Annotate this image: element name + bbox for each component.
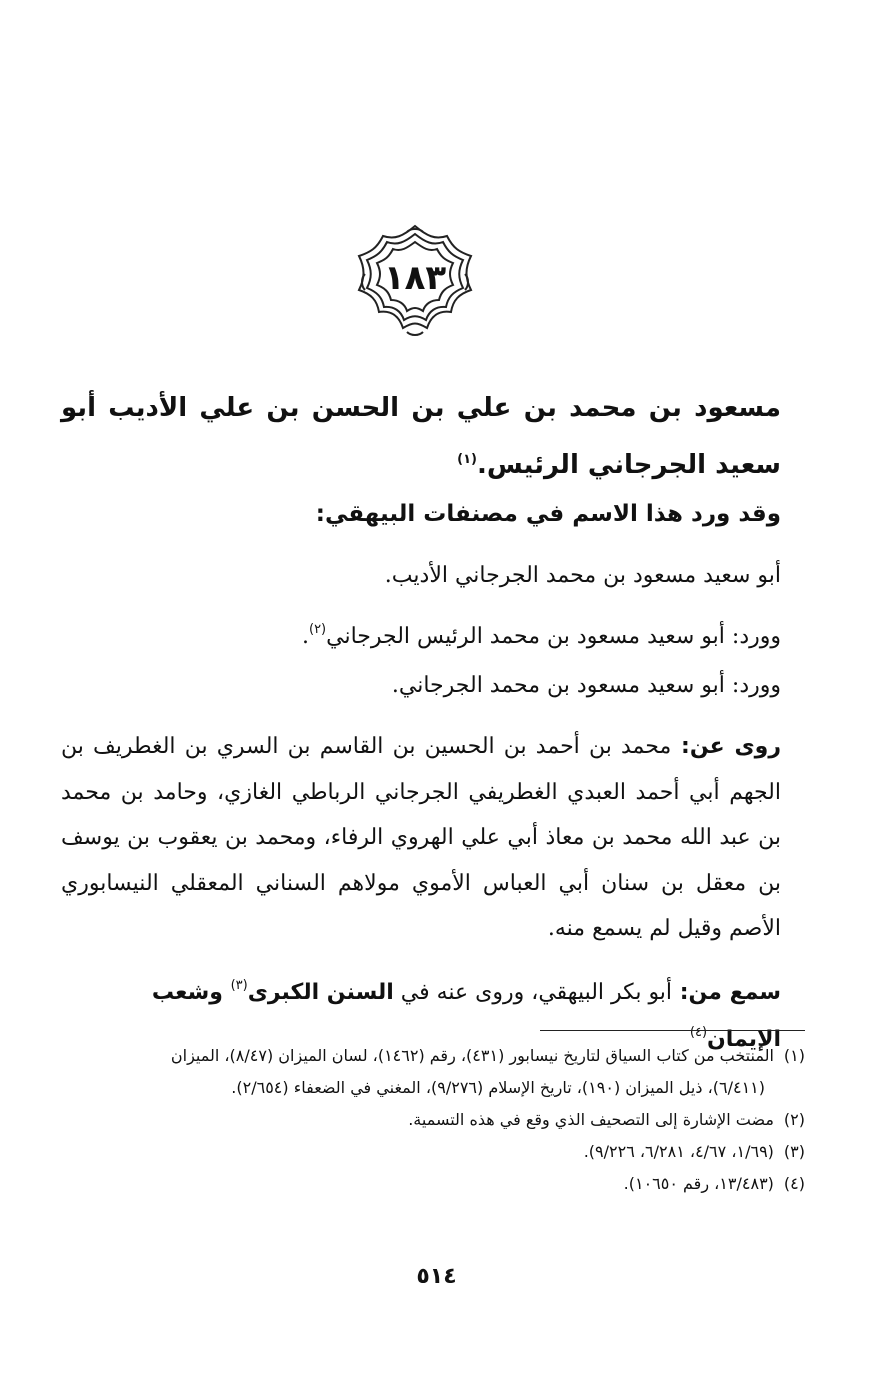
footnote-number: (١) — [783, 1046, 805, 1065]
footnote-ref-1[interactable]: (١) — [457, 452, 477, 467]
footnote-3 — [37, 1136, 805, 1168]
footnote-ref-3[interactable]: (٣) — [230, 978, 248, 993]
section-subheading: وقد ورد هذا الاسم في مصنفات البيهقي: — [315, 501, 781, 527]
name-variant-3 — [61, 666, 781, 706]
page-number: ٥١٤ — [416, 1264, 457, 1289]
footnote-number: (٤) — [783, 1174, 805, 1193]
narrated-text: محمد بن أحمد بن الحسين بن القاسم بن السري بن الغطريف بن الجهم أبي أحمد العبدي الغطريفي الجرجاني الرباطي الغازي، وحامد بن محمد بن عبد الله محمد بن معاذ أبي علي الهروي الرفاء، ومحمد بن يعقوب بن يوسف بن معقل بن سنان أبي العباس الأموي مولاهم السناني المعقلي النيسابوري الأصم وقيل لم يسمع منه. — [61, 734, 781, 941]
footnote-1-continued: (٦/٤١١)، ذيل الميزان (١٩٠)، تاريخ الإسلام (٩/٢٧٦)، المغني في الضعفاء (٢/٦٥٤). — [231, 1078, 765, 1097]
heard-text: أبو بكر البيهقي، وروى عنه في — [393, 980, 673, 1005]
entry-number: ١٨٣ — [383, 258, 447, 298]
footnote-text: مضت الإشارة إلى التصحيف الذي وقع في هذه التسمية. — [408, 1110, 774, 1129]
footnote-text: (١/٦٩، ٤/٦٧، ٦/٢٨١، ٩/٢٢٦). — [583, 1142, 774, 1161]
footnote-4 — [37, 1168, 805, 1200]
footnote-ref-4[interactable]: (٤) — [689, 1025, 708, 1040]
footnote-divider — [540, 1030, 805, 1031]
name-variant-1: أبو سعيد مسعود بن محمد الجرجاني الأديب. — [384, 563, 781, 588]
footnote-2 — [37, 1104, 805, 1136]
variant-prefix: وورد: — [724, 624, 781, 649]
book-title-shuab-and: وشعب — [151, 980, 231, 1005]
variant-end: . — [301, 624, 309, 649]
variant-text: أبو سعيد مسعود بن محمد الرئيس الجرجاني — [326, 624, 725, 649]
footnote-1 — [37, 1040, 805, 1072]
footnote-text: المنتخب من كتاب السياق لتاريخ نيسابور (٤٣١)، رقم (١٤٦٢)، لسان الميزان (٨/٤٧)، الميزان — [170, 1046, 774, 1065]
name-variant-2 — [61, 610, 781, 657]
footnote-number: (٢) — [783, 1110, 805, 1129]
narrated-from-paragraph — [61, 724, 781, 952]
variant-text: أبو سعيد مسعود بن محمد الجرجاني. — [391, 673, 725, 698]
book-title-iman: الإيمان — [707, 1027, 781, 1052]
footnote-text: (١٣/٤٨٣، رقم ١٠٦٥٠). — [623, 1174, 774, 1193]
footnotes — [37, 1040, 805, 1200]
footnote-number: (٣) — [783, 1142, 805, 1161]
heard-label: سمع من: — [672, 980, 781, 1005]
book-title-sunan: السنن الكبرى — [247, 980, 394, 1005]
entry-heading — [61, 382, 781, 491]
variant-prefix: وورد: — [724, 673, 781, 698]
narrated-label: روى عن: — [671, 734, 782, 759]
heading-text: مسعود بن محمد بن علي بن الحسن بن علي الأديب أبو سعيد الجرجاني الرئيس. — [61, 393, 781, 480]
footnote-ref-2[interactable]: (٢) — [308, 622, 327, 637]
